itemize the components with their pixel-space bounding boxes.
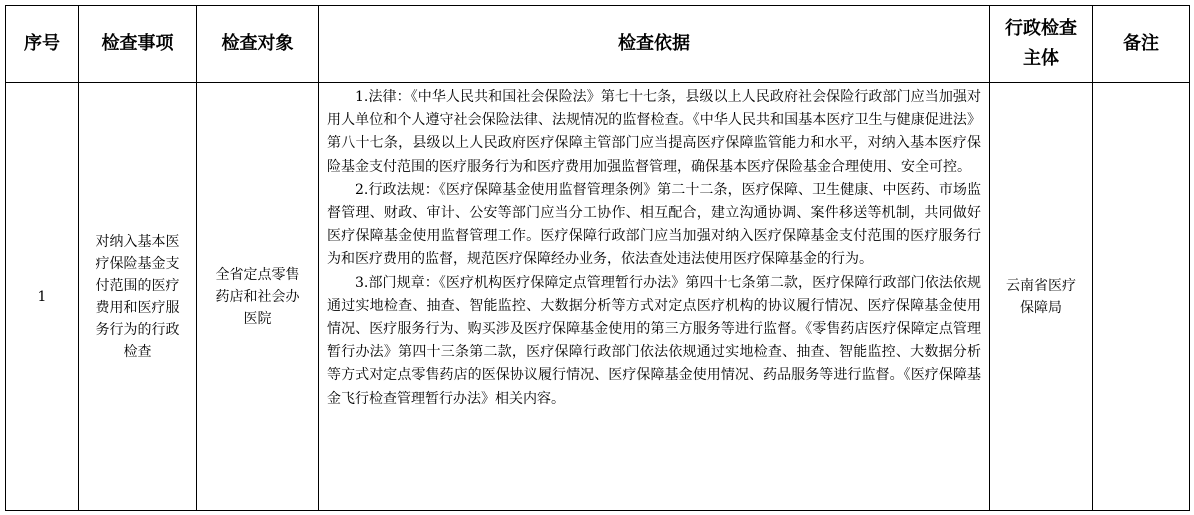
table-row — [6, 83, 1190, 511]
basis-regulation: 2.行政法规：《医疗保障基金使用监督管理条例》第二十二条，医疗保障、卫生健康、中医药、市场监督管理、财政、审计、公安等部门应当分工协作、相互配合，建立沟通协调、案件移送等机制，共同做好医疗保障基金使用监督管理工作。医疗保障行政部门应当加强对纳入医疗保障基金支付范围的医疗服务行为和医疗费用的监督，规范医疗保障经办业务，依法查处违法使用医疗保障基金的行为。 — [327, 181, 981, 268]
header-seq: 序号 — [6, 6, 79, 83]
header-subject: 行政检查主体 — [1005, 18, 1077, 69]
basis-law: 1.法律：《中华人民共和国社会保险法》第七十七条，县级以上人民政府社会保险行政部门应当加强对用人单位和个人遵守社会保险法律、法规情况的监督检查。《中华人民共和国基本医疗卫生与健康促进法》第八十七条，县级以上人民政府医疗保障主管部门应当提高医疗保障监管能力和水平，对纳入基本医疗保险基金支付范围的医疗服务行为和医疗费用加强监督管理，确保基本医疗保险基金合理使用、安全可控。 — [327, 89, 981, 175]
header-basis: 检查依据 — [319, 6, 990, 83]
cell-subject: 云南省医疗保障局 — [1006, 277, 1076, 316]
header-row — [6, 6, 1190, 83]
cell-item: 对纳入基本医疗保险基金支付范围的医疗费用和医疗服务行为的行政检查 — [95, 233, 180, 360]
cell-basis — [319, 83, 990, 511]
cell-target-cell — [197, 83, 319, 511]
header-remarks: 备注 — [1093, 6, 1190, 83]
basis-rules: 3.部门规章：《医疗机构医疗保障定点管理暂行办法》第四十七条第二款，医疗保障行政部门依法依规通过实地检查、抽查、智能监控、大数据分析等方式对定点医疗机构的协议履行情况、医疗保障基金使用情况、医疗服务行为、购买涉及医疗保障基金使用的第三方服务等进行监督。《零售药店医疗保障定点管理暂行办法》第四十三条第二款，医疗保障行政部门依法依规通过实地检查、抽查、智能监控、大数据分析等方式对定点零售药店的医保协议履行情况、医疗保障基金使用情况、药品服务等进行监督。《医疗保障基金飞行检查管理暂行办法》相关内容。 — [327, 274, 981, 407]
cell-item-cell — [79, 83, 197, 511]
cell-seq: 1 — [6, 83, 79, 511]
cell-target: 全省定点零售药店和社会办医院 — [215, 266, 300, 327]
inspection-table — [5, 5, 1190, 511]
cell-remarks — [1093, 83, 1190, 511]
header-subject-cell — [990, 6, 1093, 83]
header-target: 检查对象 — [197, 6, 319, 83]
cell-subject-cell — [990, 83, 1093, 511]
header-item: 检查事项 — [79, 6, 197, 83]
